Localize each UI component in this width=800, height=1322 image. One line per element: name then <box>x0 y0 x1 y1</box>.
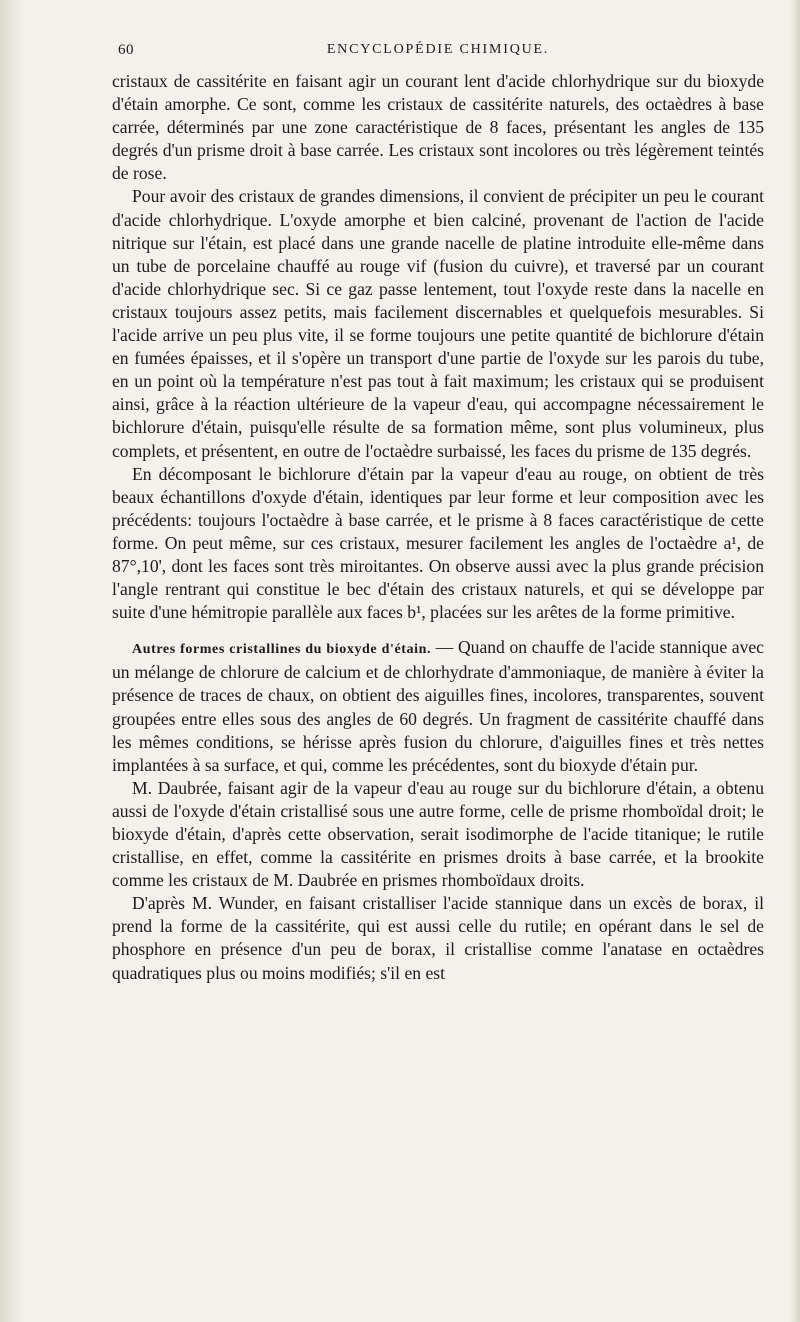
paragraph-4-text: — Quand on chauffe de l'acide stannique avec un mélange de chlorure de calcium et de chlorhydrate d'ammoniaque, de manière à éviter la présence de traces de chaux, on obtient des aiguilles fines, incolores, transparentes, souvent groupées entre elles sous des angles de 60 degrés. Un fragment de cassitérite chauffé dans les mêmes conditions, se hérisse après fusion du chlorure, d'aiguilles fines et très nettes implantées à sa surface, et qui, comme les précédentes, sont du bioxyde d'étain pur. <box>112 637 764 775</box>
paragraph-4 <box>112 636 764 777</box>
running-title: ENCYCLOPÉDIE CHIMIQUE. <box>326 42 550 57</box>
page-number: 60 <box>118 42 134 58</box>
paragraph-2: Pour avoir des cristaux de grandes dimensions, il convient de précipiter un peu le courant d'acide chlorhydrique. L'oxyde amorphe et bien calciné, provenant de l'action de l'acide nitrique sur l'étain, est placé dans une grande nacelle de platine introduite elle-même dans un tube de porcelaine chauffé au rouge vif (fusion du cuivre), et traversé par un courant d'acide chlorhydrique sec. Si ce gaz passe lentement, tout l'oxyde reste dans la nacelle en cristaux toujours assez petits, mais facilement discernables et quelquefois mesurables. Si l'acide arrive un peu plus vite, il se forme toujours une petite quantité de bichlorure d'étain en fumées épaisses, et il s'opère un transport d'une partie de l'oxyde sur les parois du tube, en un point où la température n'est pas tout à fait maximum; les cristaux qui se produisent ainsi, grâce à la réaction ultérieure de la vapeur d'eau, qui accompagne nécessairement le bichlorure d'étain, puisqu'elle résulte de sa formation même, sont plus volumineux, plus complets, et présentent, en outre de l'octaèdre surbaissé, les faces du prisme de 135 degrés. <box>112 186 764 461</box>
page-edge-shadow <box>0 0 24 1322</box>
page-edge-shadow-right <box>790 0 800 1322</box>
paragraph-6: D'après M. Wunder, en faisant cristalliser l'acide stannique dans un excès de borax, il prend la forme de la cassitérite, qui est aussi celle du rutile; en opérant dans le sel de phosphore en présence d'un peu de borax, il cristallise comme l'anatase en octaèdres quadratiques plus ou moins modifiés; s'il en est <box>112 893 764 983</box>
paragraph-3: En décomposant le bichlorure d'étain par la vapeur d'eau au rouge, on obtient de très beaux échantillons d'oxyde d'étain, identiques par leur forme et leur composition avec les précédents: toujours l'octaèdre à base carrée, et le prisme à 8 faces caractéristique de cette forme. On peut même, sur ces cristaux, mesurer facilement les angles de l'octaèdre a¹, de 87°,10', dont les faces sont très miroitantes. On observe aussi avec la plus grande précision l'angle rentrant qui constitue le bec d'étain des cristaux naturels, et qui se développe par suite d'une hémitropie parallèle aux faces b¹, placées sur les arêtes de la forme primitive. <box>112 463 764 623</box>
section-heading: Autres formes cristallines du bioxyde d'étain. <box>132 642 432 658</box>
paragraph-5: M. Daubrée, faisant agir de la vapeur d'eau au rouge sur du bichlorure d'étain, a obtenu aussi de l'oxyde d'étain cristallisé sous une autre forme, celle de prisme rhomboïdal droit; le bioxyde d'étain, d'après cette observation, serait isodimorphe de l'acide titanique; le rutile cristallise, en effet, comme la cassitérite en prismes droits à base carrée, et la brookite comme les cristaux de M. Daubrée en prismes rhomboïdaux droits. <box>112 777 764 891</box>
page-body <box>112 70 764 985</box>
paragraph-1: cristaux de cassitérite en faisant agir un courant lent d'acide chlorhydrique sur du bioxyde d'étain amorphe. Ce sont, comme les cristaux de cassitérite naturels, des octaèdres à base carrée, déterminés par une zone caractéristique de 8 faces, présentant les angles de 135 degrés d'un prisme droit à base carrée. Les cristaux sont incolores ou très légèrement teintés de rose. <box>112 71 764 184</box>
page-header <box>112 42 764 64</box>
